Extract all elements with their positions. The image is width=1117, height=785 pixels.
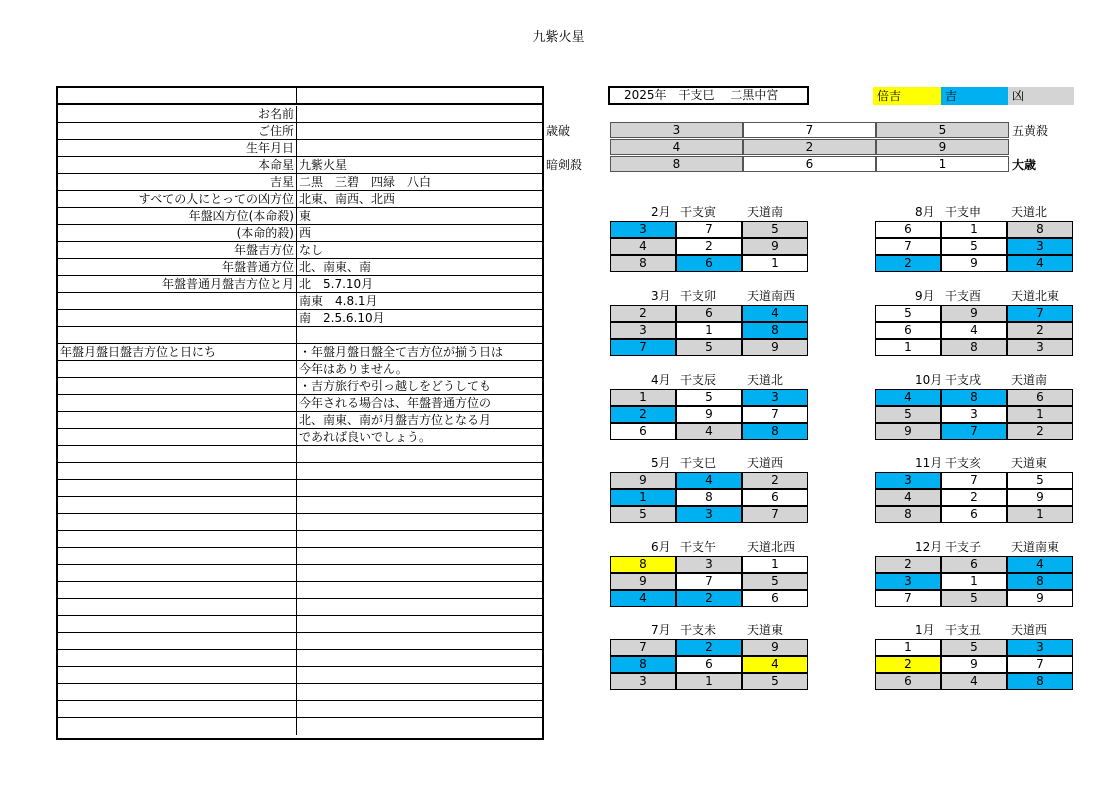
form-label — [58, 480, 297, 496]
month-grid-cell: 4 — [742, 305, 808, 322]
month-grid-cell: 8 — [1007, 673, 1073, 690]
form-label — [58, 361, 297, 377]
month-eto: 干支未 — [680, 623, 717, 637]
month-grid-cell: 2 — [676, 238, 742, 255]
month-grid-cell: 2 — [875, 556, 941, 573]
form-value[interactable]: なし — [299, 243, 324, 257]
month-grid-cell: 1 — [610, 489, 676, 506]
form-value[interactable]: ・年盤月盤日盤全て吉方位が揃う日は — [299, 345, 504, 359]
month-grid-cell: 4 — [610, 590, 676, 607]
month-grid-cell: 8 — [875, 506, 941, 523]
month-label: 12月 — [915, 540, 943, 554]
form-value[interactable] — [297, 480, 544, 496]
form-value[interactable]: 九紫火星 — [299, 158, 348, 172]
year-grid-cell: 9 — [876, 139, 1009, 155]
form-label: 生年月日 — [58, 140, 297, 156]
month-grid-cell: 9 — [941, 305, 1007, 322]
month-tendo: 天道南 — [747, 205, 784, 219]
form-value[interactable] — [297, 106, 544, 122]
month-tendo: 天道南 — [1011, 373, 1048, 387]
form-row — [58, 480, 542, 497]
month-grid-cell: 6 — [875, 221, 941, 238]
form-row — [58, 633, 542, 650]
month-tendo: 天道南東 — [1011, 540, 1060, 554]
month-grid-cell: 3 — [1007, 238, 1073, 255]
month-grid-cell: 5 — [742, 573, 808, 590]
month-tendo: 天道北西 — [747, 540, 796, 554]
month-tendo: 天道南西 — [747, 289, 796, 303]
month-label: 7月 — [651, 623, 671, 637]
month-grid-cell: 5 — [875, 305, 941, 322]
month-grid-cell: 6 — [742, 590, 808, 607]
form-row — [58, 123, 542, 140]
form-label: ご住所 — [58, 123, 297, 139]
month-grid-cell: 3 — [1007, 639, 1073, 656]
month-eto: 干支酉 — [945, 289, 982, 303]
month-grid-cell: 1 — [875, 639, 941, 656]
month-grid-cell: 2 — [676, 639, 742, 656]
month-grid-cell: 4 — [875, 389, 941, 406]
month-grid-cell: 4 — [676, 472, 742, 489]
month-grid-cell: 1 — [610, 389, 676, 406]
form-row — [58, 140, 542, 157]
form-row — [58, 191, 542, 208]
form-value[interactable]: 東 — [299, 209, 312, 223]
form-value[interactable] — [297, 88, 544, 103]
month-grid-cell: 5 — [941, 238, 1007, 255]
form-row — [58, 157, 542, 174]
form-label — [58, 582, 297, 598]
form-label — [58, 412, 297, 428]
year-grid-cell: 8 — [610, 156, 743, 172]
form-row — [58, 208, 542, 225]
year-grid-right-label: 五黄殺 — [1012, 124, 1049, 138]
month-grid-cell: 9 — [610, 573, 676, 590]
form-row — [58, 599, 542, 616]
month-eto: 干支辰 — [680, 373, 717, 387]
month-grid-cell: 6 — [875, 322, 941, 339]
month-grid-cell: 7 — [1007, 656, 1073, 673]
month-grid-cell: 1 — [1007, 506, 1073, 523]
month-grid-cell: 9 — [742, 238, 808, 255]
legend-item: 凶 — [1008, 87, 1074, 105]
form-label — [58, 599, 297, 615]
month-grid-cell: 2 — [742, 472, 808, 489]
form-row — [58, 684, 542, 701]
month-grid-cell: 2 — [875, 255, 941, 272]
form-label — [58, 701, 297, 717]
form-value[interactable] — [297, 701, 544, 717]
form-value[interactable]: 北東、南西、北西 — [299, 192, 396, 206]
form-value[interactable] — [297, 514, 544, 530]
form-value[interactable]: 北 5.7.10月 — [299, 277, 374, 291]
form-label — [58, 531, 297, 547]
month-grid-cell: 7 — [742, 506, 808, 523]
form-row — [58, 565, 542, 582]
form-value[interactable] — [297, 633, 544, 649]
form-value[interactable] — [297, 599, 544, 615]
month-grid-cell: 7 — [875, 590, 941, 607]
form-value[interactable]: であれば良いでしょう。 — [299, 430, 432, 444]
form-row — [58, 616, 542, 633]
form-value[interactable] — [297, 497, 544, 513]
form-label — [58, 446, 297, 462]
month-grid-cell: 4 — [610, 238, 676, 255]
month-grid-cell: 4 — [941, 673, 1007, 690]
form-row — [58, 701, 542, 718]
form-label — [58, 650, 297, 666]
form-row — [58, 463, 542, 480]
month-grid-cell: 7 — [610, 339, 676, 356]
form-row — [58, 718, 542, 735]
month-grid-cell: 6 — [676, 255, 742, 272]
form-row — [58, 429, 542, 446]
form-label: お名前 — [58, 106, 297, 122]
month-grid-cell: 5 — [941, 639, 1007, 656]
form-row — [58, 412, 542, 429]
month-grid-cell: 7 — [875, 238, 941, 255]
month-label: 1月 — [915, 623, 935, 637]
form-row — [58, 293, 542, 310]
month-grid-cell: 9 — [875, 423, 941, 440]
month-label: 4月 — [651, 373, 671, 387]
month-grid-cell: 3 — [610, 221, 676, 238]
month-tendo: 天道東 — [1011, 456, 1048, 470]
month-label: 5月 — [651, 456, 671, 470]
month-grid-cell: 3 — [742, 389, 808, 406]
month-grid-cell: 5 — [676, 389, 742, 406]
month-grid-cell: 1 — [742, 556, 808, 573]
form-row — [58, 174, 542, 191]
form-label — [58, 667, 297, 683]
month-grid-cell: 2 — [610, 305, 676, 322]
month-grid-cell: 3 — [610, 673, 676, 690]
month-grid-cell: 7 — [676, 221, 742, 238]
month-grid-cell: 6 — [742, 489, 808, 506]
month-grid-cell: 6 — [610, 423, 676, 440]
year-grid-cell: 4 — [610, 139, 743, 155]
year-grid-cell: 1 — [876, 156, 1009, 172]
form-value[interactable] — [297, 582, 544, 598]
month-grid-cell: 3 — [1007, 339, 1073, 356]
year-grid-left-label: 暗剣殺 — [546, 158, 583, 172]
month-eto: 干支丑 — [945, 623, 982, 637]
month-grid-cell: 1 — [1007, 406, 1073, 423]
form-row — [58, 378, 542, 395]
form-value[interactable] — [297, 650, 544, 666]
form-value[interactable]: 今年はありません。 — [299, 362, 408, 376]
form-value[interactable] — [297, 667, 544, 683]
form-label — [58, 395, 297, 411]
month-tendo: 天道東 — [747, 623, 784, 637]
form-label — [58, 616, 297, 632]
form-label — [58, 514, 297, 530]
form-value[interactable] — [297, 531, 544, 547]
month-grid-cell: 1 — [676, 673, 742, 690]
month-grid-cell: 9 — [742, 339, 808, 356]
month-grid-cell: 2 — [676, 590, 742, 607]
form-row — [58, 582, 542, 599]
form-value[interactable]: 西 — [299, 226, 312, 240]
month-grid-cell: 2 — [1007, 423, 1073, 440]
month-grid-cell: 5 — [742, 673, 808, 690]
form-value[interactable] — [297, 140, 544, 156]
month-grid-cell: 8 — [742, 322, 808, 339]
form-label — [58, 378, 297, 394]
month-grid-cell: 3 — [875, 573, 941, 590]
month-grid-cell: 3 — [941, 406, 1007, 423]
month-grid-cell: 6 — [875, 673, 941, 690]
month-grid-cell: 8 — [610, 255, 676, 272]
form-value[interactable] — [297, 463, 544, 479]
form-row — [58, 531, 542, 548]
form-row — [58, 446, 542, 463]
month-grid-cell: 9 — [676, 406, 742, 423]
form-label — [58, 565, 297, 581]
form-label — [58, 633, 297, 649]
month-grid-cell: 3 — [676, 556, 742, 573]
month-label: 3月 — [651, 289, 671, 303]
month-grid-cell: 8 — [941, 389, 1007, 406]
form-row — [58, 650, 542, 667]
form-row — [58, 548, 542, 565]
month-grid-cell: 8 — [1007, 221, 1073, 238]
month-grid-cell: 8 — [676, 489, 742, 506]
form-label — [58, 548, 297, 564]
month-tendo: 天道北 — [747, 373, 784, 387]
month-grid-cell: 7 — [941, 472, 1007, 489]
form-row — [58, 395, 542, 412]
month-grid-cell: 1 — [941, 573, 1007, 590]
month-tendo: 天道西 — [1011, 623, 1048, 637]
month-grid-cell: 8 — [610, 656, 676, 673]
form-value[interactable] — [297, 123, 544, 139]
month-grid-cell: 6 — [941, 556, 1007, 573]
month-grid-cell: 1 — [676, 322, 742, 339]
month-grid-cell: 1 — [742, 255, 808, 272]
month-label: 10月 — [915, 373, 943, 387]
year-grid-cell: 7 — [743, 122, 876, 138]
month-grid-cell: 8 — [1007, 573, 1073, 590]
month-grid-cell: 9 — [941, 255, 1007, 272]
month-grid-cell: 4 — [1007, 556, 1073, 573]
form-label — [58, 463, 297, 479]
form-value[interactable] — [297, 684, 544, 700]
form-value[interactable] — [297, 616, 544, 632]
month-grid-cell: 6 — [676, 305, 742, 322]
month-grid-cell: 2 — [875, 656, 941, 673]
form-row — [58, 514, 542, 531]
form-label — [58, 429, 297, 445]
month-grid-cell: 9 — [941, 656, 1007, 673]
month-grid-cell: 9 — [610, 472, 676, 489]
form-row — [58, 106, 542, 123]
month-grid-cell: 6 — [941, 506, 1007, 523]
form-row — [58, 344, 542, 361]
form-row — [58, 225, 542, 242]
month-grid-cell: 7 — [742, 406, 808, 423]
month-grid-cell: 2 — [1007, 322, 1073, 339]
month-grid-cell: 4 — [676, 423, 742, 440]
form-label — [58, 310, 297, 326]
form-row — [58, 667, 542, 684]
month-grid-cell: 5 — [676, 339, 742, 356]
month-grid-cell: 8 — [610, 556, 676, 573]
month-grid-cell: 4 — [1007, 255, 1073, 272]
month-grid-cell: 2 — [610, 406, 676, 423]
form-value[interactable]: 今年される場合は、年盤普通方位の — [299, 396, 492, 410]
month-grid-cell: 9 — [742, 639, 808, 656]
form-value[interactable] — [297, 327, 544, 343]
form-value[interactable]: 南 2.5.6.10月 — [299, 311, 385, 325]
form-label — [58, 293, 297, 309]
form-value[interactable]: 二黒 三碧 四緑 八白 — [299, 175, 432, 189]
form-label: すべての人にとっての凶方位 — [58, 191, 297, 207]
month-grid-cell: 9 — [1007, 489, 1073, 506]
form-row — [58, 276, 542, 293]
month-grid-cell: 3 — [676, 506, 742, 523]
page-title: 九紫火星 — [532, 30, 585, 45]
month-tendo: 天道北 — [1011, 205, 1048, 219]
month-label: 9月 — [915, 289, 935, 303]
month-grid-cell: 5 — [941, 590, 1007, 607]
form-label: 年盤吉方位 — [58, 242, 297, 258]
form-value[interactable] — [297, 446, 544, 462]
month-grid-cell: 5 — [875, 406, 941, 423]
year-grid-cell: 3 — [610, 122, 743, 138]
form-value[interactable] — [297, 548, 544, 564]
form-label: 本命星 — [58, 157, 297, 173]
form-label — [58, 684, 297, 700]
month-grid-cell: 9 — [1007, 590, 1073, 607]
form-label — [58, 718, 297, 735]
month-tendo: 天道西 — [747, 456, 784, 470]
form-value[interactable] — [297, 718, 544, 735]
month-eto: 干支亥 — [945, 456, 982, 470]
month-grid-cell: 8 — [742, 423, 808, 440]
year-grid-cell: 2 — [743, 139, 876, 155]
month-grid-cell: 4 — [875, 489, 941, 506]
form-label — [58, 497, 297, 513]
form-value[interactable]: 北、南東、南 — [299, 260, 372, 274]
month-eto: 干支申 — [945, 205, 982, 219]
form-label — [58, 327, 297, 343]
month-grid-cell: 1 — [875, 339, 941, 356]
form-label: 年盤月盤日盤吉方位と日にち — [58, 344, 297, 360]
month-label: 6月 — [651, 540, 671, 554]
form-label: (本命的殺) — [58, 225, 297, 241]
legend-item: 吉 — [941, 87, 1008, 105]
month-grid-cell: 5 — [742, 221, 808, 238]
month-eto: 干支卯 — [680, 289, 717, 303]
form-row — [58, 327, 542, 344]
month-eto: 干支子 — [945, 540, 982, 554]
month-grid-cell: 7 — [610, 639, 676, 656]
year-grid-left-label: 歳破 — [546, 124, 571, 138]
legend-item: 倍吉 — [873, 87, 941, 105]
month-eto: 干支戌 — [945, 373, 982, 387]
month-grid-cell: 4 — [742, 656, 808, 673]
form-label: 吉星 — [58, 174, 297, 190]
form-row — [58, 88, 542, 105]
month-grid-cell: 1 — [941, 221, 1007, 238]
month-grid-cell: 7 — [1007, 305, 1073, 322]
form-label: 年盤普通方位 — [58, 259, 297, 275]
form-label — [58, 88, 297, 103]
form-row — [58, 310, 542, 327]
year-header: 2025年 干支巳 二黒中宮 — [608, 86, 809, 105]
month-eto: 干支巳 — [680, 456, 717, 470]
month-grid-cell: 5 — [610, 506, 676, 523]
form-value[interactable] — [297, 565, 544, 581]
month-grid-cell: 6 — [676, 656, 742, 673]
year-grid-right-label: 大歳 — [1012, 158, 1037, 172]
month-grid-cell: 4 — [941, 322, 1007, 339]
month-eto: 干支午 — [680, 540, 717, 554]
month-grid-cell: 6 — [1007, 389, 1073, 406]
month-label: 8月 — [915, 205, 935, 219]
form-row — [58, 259, 542, 276]
year-grid-cell: 6 — [743, 156, 876, 172]
form-value[interactable]: ・吉方旅行や引っ越しをどうしても — [299, 379, 492, 393]
month-eto: 干支寅 — [680, 205, 717, 219]
month-grid-cell: 7 — [941, 423, 1007, 440]
month-grid-cell: 7 — [676, 573, 742, 590]
month-grid-cell: 8 — [941, 339, 1007, 356]
month-grid-cell: 3 — [875, 472, 941, 489]
form-value[interactable]: 北、南東、南が月盤吉方位となる月 — [299, 413, 492, 427]
form-row — [58, 361, 542, 378]
month-grid-cell: 3 — [610, 322, 676, 339]
year-grid-cell: 5 — [876, 122, 1009, 138]
month-label: 11月 — [915, 456, 943, 470]
month-label: 2月 — [651, 205, 671, 219]
month-tendo: 天道北東 — [1011, 289, 1060, 303]
form-value[interactable]: 南東 4.8.1月 — [299, 294, 378, 308]
form-label: 年盤普通月盤吉方位と月 — [58, 276, 297, 292]
profile-form-table — [56, 86, 544, 740]
month-grid-cell: 2 — [941, 489, 1007, 506]
form-label: 年盤凶方位(本命殺) — [58, 208, 297, 224]
form-row — [58, 497, 542, 514]
month-grid-cell: 5 — [1007, 472, 1073, 489]
form-row — [58, 242, 542, 259]
